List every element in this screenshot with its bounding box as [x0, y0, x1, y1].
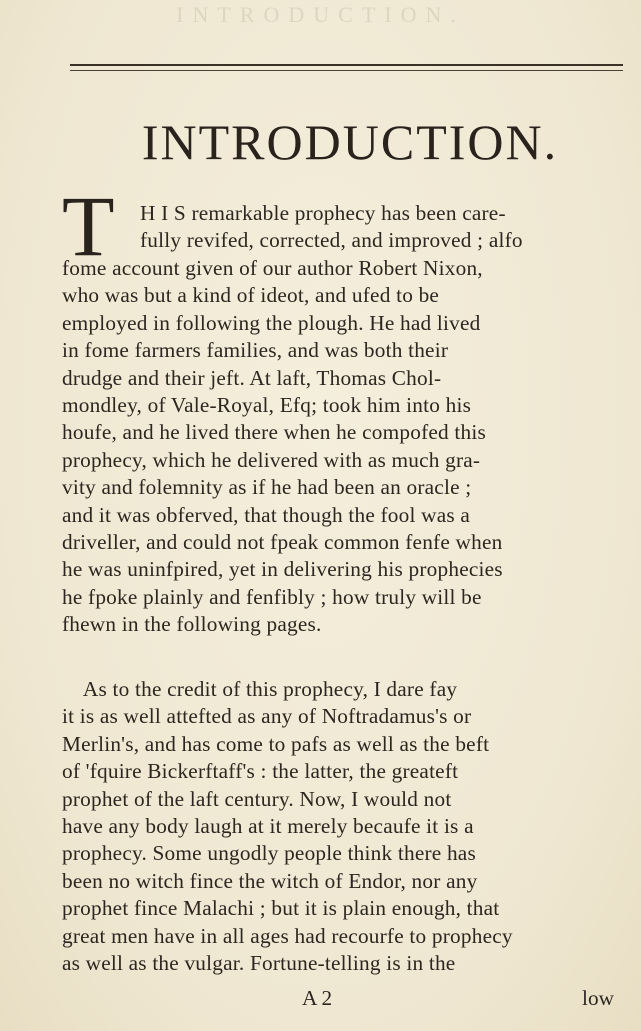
- text-line: fome account given of our author Robert Nixon,: [62, 256, 483, 280]
- text-line: Merlin's, and has come to pafs as well as the beft: [62, 731, 490, 756]
- text-line: vity and folemnity as if he had been an oracle ;: [62, 475, 472, 500]
- text-line: he was uninfpired, yet in delivering his prophecies: [62, 557, 503, 582]
- catchword: low: [582, 986, 614, 1010]
- text-line: houfe, and he lived there when he compofed this: [62, 420, 486, 445]
- text-line: prophet fince Malachi ; but it is plain enough, that: [62, 896, 500, 921]
- text-line: H I S remarkable prophecy has been care-: [140, 201, 506, 225]
- text-line: and it was obferved, that though the fool was a: [62, 502, 471, 527]
- text-line: it is as well attefted as any of Noftradamus's or: [62, 704, 472, 729]
- opening-lines: [140, 200, 618, 255]
- text-line: prophet of the laft century. Now, I would not: [62, 786, 452, 811]
- chapter-heading: INTRODUCTION.: [141, 114, 559, 170]
- text-line: great men have in all ages had recourfe to prophecy: [62, 923, 513, 948]
- text-line: prophecy, which he delivered with as much gra-: [62, 447, 481, 472]
- text-line: been no witch fince the witch of Endor, nor any: [62, 868, 478, 893]
- paragraph-1: [62, 255, 618, 639]
- text-line: he fpoke plainly and fenfibly ; how truly will be: [62, 584, 482, 609]
- drop-cap: T: [62, 178, 115, 274]
- text-line: in fome farmers families, and was both their: [62, 338, 449, 363]
- text-line: As to the credit of this prophecy, I dare fay: [62, 677, 458, 701]
- text-line: employed in following the plough. He had lived: [62, 310, 481, 335]
- running-head-show-through: INTRODUCTION.: [176, 2, 465, 27]
- header-rule-thin: [70, 70, 623, 71]
- text-line: drudge and their jeft. At laft, Thomas Chol-: [62, 365, 442, 390]
- paragraph-2: [62, 676, 618, 977]
- text-line: have any body laugh at it merely becaufe it is a: [62, 814, 474, 839]
- text-line: who was but a kind of ideot, and ufed to be: [62, 283, 440, 308]
- page-footer: [62, 985, 618, 1013]
- text-line: of 'fquire Bickerftaff's : the latter, the greateft: [62, 759, 459, 784]
- text-line: fully revifed, corrected, and improved ; alfo: [140, 228, 523, 253]
- text-line: driveller, and could not fpeak common fenfe when: [62, 530, 503, 555]
- text-line: prophecy. Some ungodly people think there has: [62, 841, 476, 866]
- header-rule-thick: [70, 64, 623, 66]
- signature-mark: A 2: [302, 986, 333, 1010]
- text-line: fhewn in the following pages.: [62, 612, 322, 637]
- text-line: as well as the vulgar. Fortune-telling is in the: [62, 951, 456, 976]
- text-line: mondley, of Vale-Royal, Efq; took him into his: [62, 393, 472, 418]
